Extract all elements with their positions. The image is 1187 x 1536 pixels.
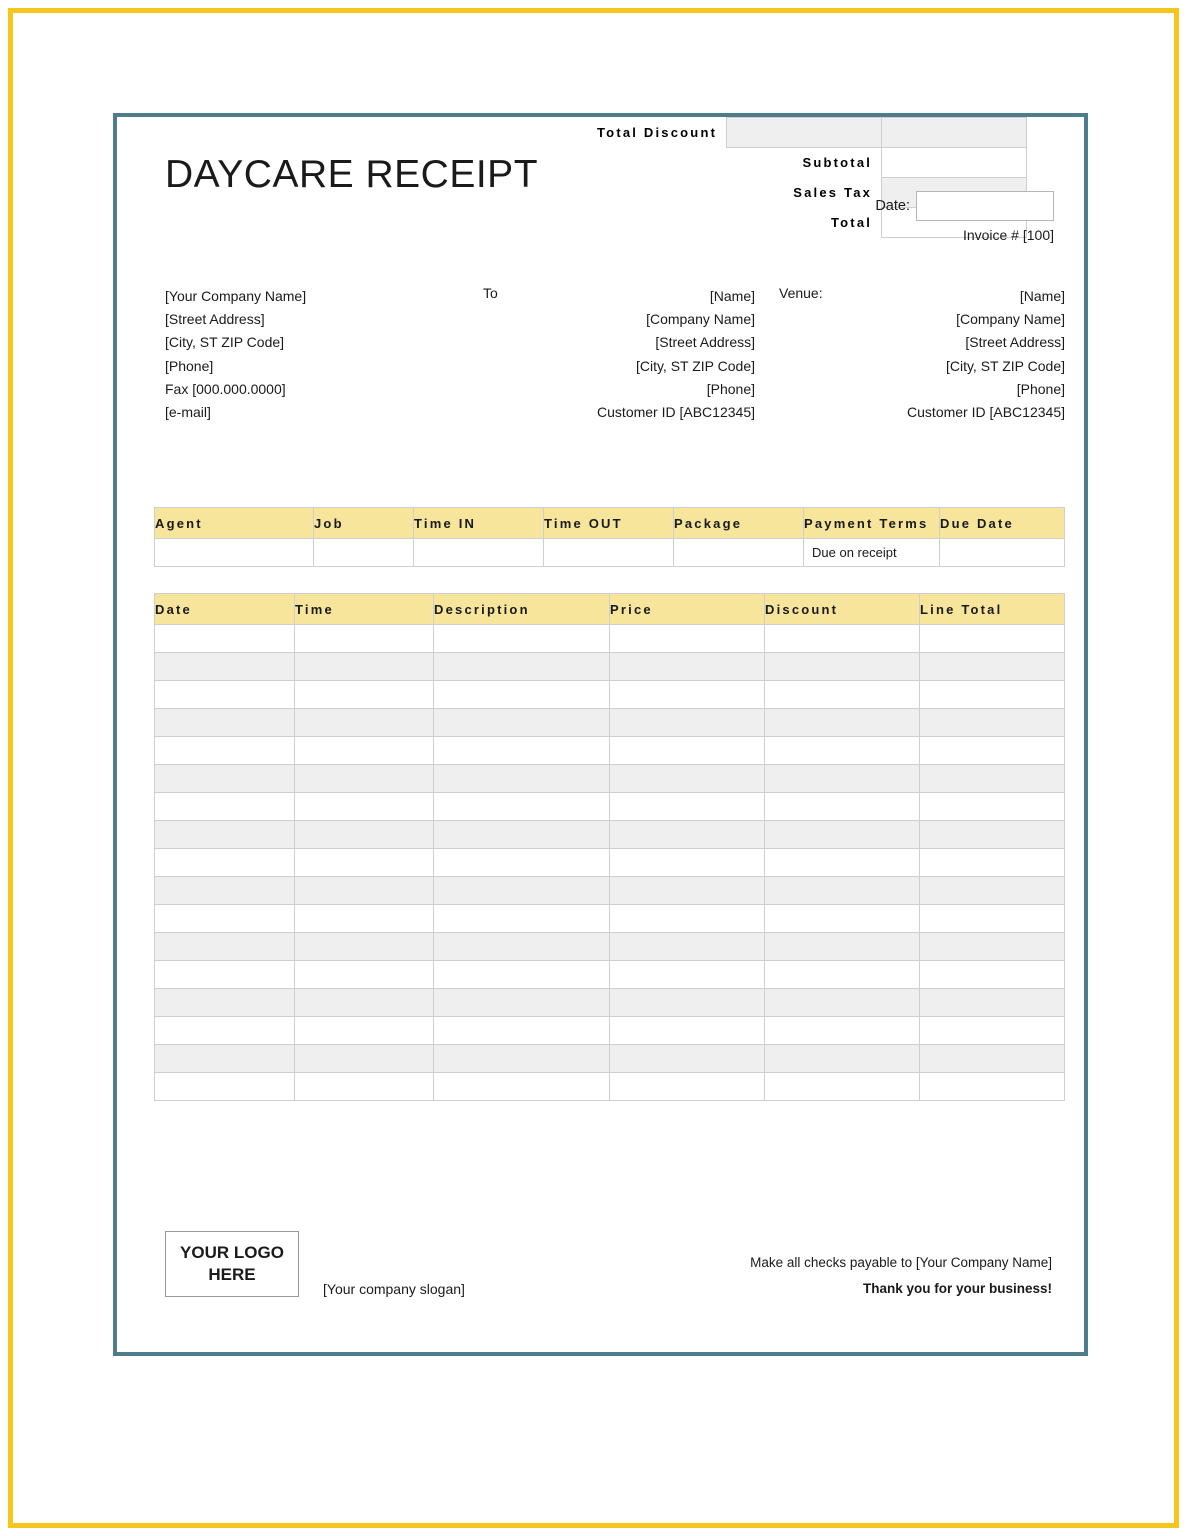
time-out-cell[interactable] xyxy=(544,539,674,567)
description-cell[interactable] xyxy=(434,737,610,765)
line-total-cell[interactable] xyxy=(920,989,1065,1017)
line-total-cell[interactable] xyxy=(920,681,1065,709)
company-slogan: [Your company slogan] xyxy=(323,1281,465,1297)
sales-tax-label: Sales Tax xyxy=(727,178,882,208)
venue-line: [Name] xyxy=(1019,288,1065,304)
table-row xyxy=(155,709,1065,737)
table-row xyxy=(155,933,1065,961)
discount-cell[interactable] xyxy=(765,989,920,1017)
description-cell[interactable] xyxy=(434,821,610,849)
table-row xyxy=(155,989,1065,1017)
to-line: Customer ID [ABC12345] xyxy=(597,404,755,421)
line-total-cell[interactable] xyxy=(920,933,1065,961)
table-row xyxy=(155,765,1065,793)
to-line: [City, ST ZIP Code] xyxy=(635,357,755,374)
to-label: To xyxy=(483,285,498,301)
date-input[interactable] xyxy=(916,191,1054,221)
table-row xyxy=(155,1017,1065,1045)
description-cell[interactable] xyxy=(434,849,610,877)
table-row xyxy=(155,1045,1065,1073)
line-total-cell[interactable] xyxy=(920,765,1065,793)
spacer-cell xyxy=(117,118,257,148)
table-row xyxy=(155,737,1065,765)
discount-cell[interactable] xyxy=(765,793,920,821)
date-cell[interactable] xyxy=(155,653,295,681)
description-cell[interactable] xyxy=(434,877,610,905)
from-line: [City, ST ZIP Code] xyxy=(165,334,285,351)
date-col-header: Date xyxy=(155,594,295,625)
line-total-cell[interactable] xyxy=(920,905,1065,933)
table-row xyxy=(155,1073,1065,1101)
description-cell[interactable] xyxy=(434,933,610,961)
time-cell[interactable] xyxy=(295,905,434,933)
time-cell[interactable] xyxy=(295,709,434,737)
table-row xyxy=(155,681,1065,709)
time-cell[interactable] xyxy=(295,989,434,1017)
address-block xyxy=(165,285,1065,425)
time-cell[interactable] xyxy=(295,765,434,793)
total-label: Total xyxy=(727,208,882,238)
venue-line: [Company Name] xyxy=(956,311,1065,328)
discount-cell[interactable] xyxy=(765,625,920,653)
description-cell[interactable] xyxy=(434,709,610,737)
table-row xyxy=(155,653,1065,681)
description-col-header: Description xyxy=(434,594,610,625)
spacer-cell xyxy=(117,208,257,238)
discount-cell[interactable] xyxy=(765,849,920,877)
date-cell[interactable] xyxy=(155,905,295,933)
discount-cell[interactable] xyxy=(765,681,920,709)
line-total-cell[interactable] xyxy=(920,821,1065,849)
table-row xyxy=(155,821,1065,849)
spacer-cell xyxy=(257,208,396,238)
from-line: [Street Address] xyxy=(165,311,265,328)
time-cell[interactable] xyxy=(295,793,434,821)
date-cell[interactable] xyxy=(155,933,295,961)
time-cell[interactable] xyxy=(295,1017,434,1045)
price-cell[interactable] xyxy=(610,961,765,989)
logo-line-1: YOUR LOGO xyxy=(180,1243,284,1262)
time-cell[interactable] xyxy=(295,681,434,709)
discount-cell[interactable] xyxy=(765,653,920,681)
agent-table-header-row xyxy=(155,508,1065,539)
total-discount-row xyxy=(117,118,1027,148)
spacer-cell xyxy=(257,118,396,148)
from-line: Fax [000.000.0000] xyxy=(165,380,286,397)
to-line: [Phone] xyxy=(706,380,755,397)
time-in-cell[interactable] xyxy=(414,539,544,567)
price-cell[interactable] xyxy=(610,765,765,793)
price-cell[interactable] xyxy=(610,737,765,765)
discount-cell[interactable] xyxy=(765,1017,920,1045)
price-cell[interactable] xyxy=(610,681,765,709)
price-cell[interactable] xyxy=(610,1073,765,1101)
description-cell[interactable] xyxy=(434,1073,610,1101)
line-total-col-header: Line Total xyxy=(920,594,1065,625)
due-date-col-header: Due Date xyxy=(940,508,1065,539)
price-cell[interactable] xyxy=(610,849,765,877)
payable-note: Make all checks payable to [Your Company Name] xyxy=(750,1255,1052,1270)
total-discount-value-extra[interactable] xyxy=(882,118,1027,148)
from-line: [e-mail] xyxy=(165,404,211,421)
date-cell[interactable] xyxy=(155,961,295,989)
line-total-cell[interactable] xyxy=(920,709,1065,737)
total-discount-value[interactable] xyxy=(727,118,882,148)
line-total-cell[interactable] xyxy=(920,737,1065,765)
discount-cell[interactable] xyxy=(765,1073,920,1101)
agent-col-header: Agent xyxy=(155,508,314,539)
time-cell[interactable] xyxy=(295,1073,434,1101)
time-cell[interactable] xyxy=(295,1045,434,1073)
agent-details-table xyxy=(154,507,1065,567)
discount-cell[interactable] xyxy=(765,737,920,765)
description-cell[interactable] xyxy=(434,905,610,933)
time-cell[interactable] xyxy=(295,849,434,877)
discount-cell[interactable] xyxy=(765,821,920,849)
description-cell[interactable] xyxy=(434,1017,610,1045)
line-total-cell[interactable] xyxy=(920,653,1065,681)
line-total-cell[interactable] xyxy=(920,849,1065,877)
price-cell[interactable] xyxy=(610,625,765,653)
date-cell[interactable] xyxy=(155,989,295,1017)
receipt-document xyxy=(113,113,1088,1356)
date-label: Date: xyxy=(875,198,910,214)
due-date-cell[interactable] xyxy=(940,539,1065,567)
venue-line: [Phone] xyxy=(1016,380,1065,397)
thank-you-note: Thank you for your business! xyxy=(862,1281,1052,1296)
date-cell[interactable] xyxy=(155,765,295,793)
price-cell[interactable] xyxy=(610,877,765,905)
table-row xyxy=(155,793,1065,821)
description-cell[interactable] xyxy=(434,653,610,681)
price-cell[interactable] xyxy=(610,793,765,821)
price-cell[interactable] xyxy=(610,821,765,849)
time-cell[interactable] xyxy=(295,821,434,849)
to-line: [Company Name] xyxy=(646,311,755,328)
time-in-col-header: Time IN xyxy=(414,508,544,539)
from-line: [Phone] xyxy=(165,357,214,374)
invoice-number: Invoice # [100] xyxy=(962,227,1054,243)
spacer-cell xyxy=(396,208,572,238)
agent-cell[interactable] xyxy=(155,539,314,567)
description-cell[interactable] xyxy=(434,681,610,709)
page-outer-frame xyxy=(8,8,1179,1528)
table-row xyxy=(155,625,1065,653)
line-total-cell[interactable] xyxy=(920,1045,1065,1073)
description-cell[interactable] xyxy=(434,793,610,821)
from-line: [Your Company Name] xyxy=(165,288,307,304)
job-cell[interactable] xyxy=(314,539,414,567)
table-row xyxy=(155,905,1065,933)
payment-terms-col-header: Payment Terms xyxy=(804,508,940,539)
venue-line: [Street Address] xyxy=(965,334,1065,351)
discount-cell[interactable] xyxy=(765,709,920,737)
date-cell[interactable] xyxy=(155,681,295,709)
price-cell[interactable] xyxy=(610,989,765,1017)
spacer-cell xyxy=(572,178,727,208)
total-discount-label: Total Discount xyxy=(572,118,727,148)
page-title: DAYCARE RECEIPT xyxy=(165,153,539,196)
discount-col-header: Discount xyxy=(765,594,920,625)
spacer-cell xyxy=(396,118,572,148)
table-row xyxy=(155,849,1065,877)
logo-line-2: HERE xyxy=(208,1265,256,1284)
line-total-cell[interactable] xyxy=(920,625,1065,653)
discount-cell[interactable] xyxy=(765,877,920,905)
to-line: [Street Address] xyxy=(655,334,755,351)
discount-cell[interactable] xyxy=(765,933,920,961)
description-cell[interactable] xyxy=(434,1045,610,1073)
venue-label: Venue: xyxy=(779,285,823,301)
date-cell[interactable] xyxy=(155,849,295,877)
table-row xyxy=(155,877,1065,905)
price-cell[interactable] xyxy=(610,933,765,961)
date-cell[interactable] xyxy=(155,1073,295,1101)
date-cell[interactable] xyxy=(155,877,295,905)
description-cell[interactable] xyxy=(434,961,610,989)
price-cell[interactable] xyxy=(610,905,765,933)
line-total-cell[interactable] xyxy=(920,877,1065,905)
date-cell[interactable] xyxy=(155,1045,295,1073)
price-cell[interactable] xyxy=(610,709,765,737)
line-total-cell[interactable] xyxy=(920,793,1065,821)
spacer-cell xyxy=(572,208,727,238)
package-cell[interactable] xyxy=(674,539,804,567)
date-cell[interactable] xyxy=(155,709,295,737)
document-content xyxy=(117,117,1084,1352)
price-col-header: Price xyxy=(610,594,765,625)
description-cell[interactable] xyxy=(434,625,610,653)
venue-address-column xyxy=(795,285,1065,424)
time-col-header: Time xyxy=(295,594,434,625)
logo-placeholder xyxy=(165,1231,299,1297)
date-cell[interactable] xyxy=(155,793,295,821)
line-total-cell[interactable] xyxy=(920,961,1065,989)
date-cell[interactable] xyxy=(155,1017,295,1045)
subtotal-value[interactable] xyxy=(882,148,1027,178)
price-cell[interactable] xyxy=(610,1017,765,1045)
payment-terms-cell[interactable]: Due on receipt xyxy=(804,539,940,567)
table-row xyxy=(155,539,1065,567)
time-cell[interactable] xyxy=(295,625,434,653)
discount-cell[interactable] xyxy=(765,961,920,989)
subtotal-label: Subtotal xyxy=(727,148,882,178)
spacer-cell xyxy=(572,148,727,178)
date-field-group xyxy=(875,191,1054,221)
description-cell[interactable] xyxy=(434,989,610,1017)
price-cell[interactable] xyxy=(610,1045,765,1073)
from-address-column xyxy=(165,285,306,424)
to-line: [Name] xyxy=(709,288,755,304)
table-row xyxy=(155,961,1065,989)
line-items-body xyxy=(155,625,1065,1101)
venue-line: [City, ST ZIP Code] xyxy=(945,357,1065,374)
date-cell[interactable] xyxy=(155,625,295,653)
package-col-header: Package xyxy=(674,508,804,539)
time-out-col-header: Time OUT xyxy=(544,508,674,539)
job-col-header: Job xyxy=(314,508,414,539)
discount-cell[interactable] xyxy=(765,765,920,793)
time-cell[interactable] xyxy=(295,737,434,765)
description-cell[interactable] xyxy=(434,765,610,793)
line-total-cell[interactable] xyxy=(920,1073,1065,1101)
time-cell[interactable] xyxy=(295,877,434,905)
date-cell[interactable] xyxy=(155,737,295,765)
to-address-column xyxy=(495,285,755,424)
time-cell[interactable] xyxy=(295,653,434,681)
items-table-header-row xyxy=(155,594,1065,625)
discount-cell[interactable] xyxy=(765,905,920,933)
time-cell[interactable] xyxy=(295,961,434,989)
venue-line: Customer ID [ABC12345] xyxy=(907,404,1065,421)
discount-cell[interactable] xyxy=(765,1045,920,1073)
time-cell[interactable] xyxy=(295,933,434,961)
line-items-table xyxy=(154,593,1065,1101)
date-cell[interactable] xyxy=(155,821,295,849)
price-cell[interactable] xyxy=(610,653,765,681)
line-total-cell[interactable] xyxy=(920,1017,1065,1045)
